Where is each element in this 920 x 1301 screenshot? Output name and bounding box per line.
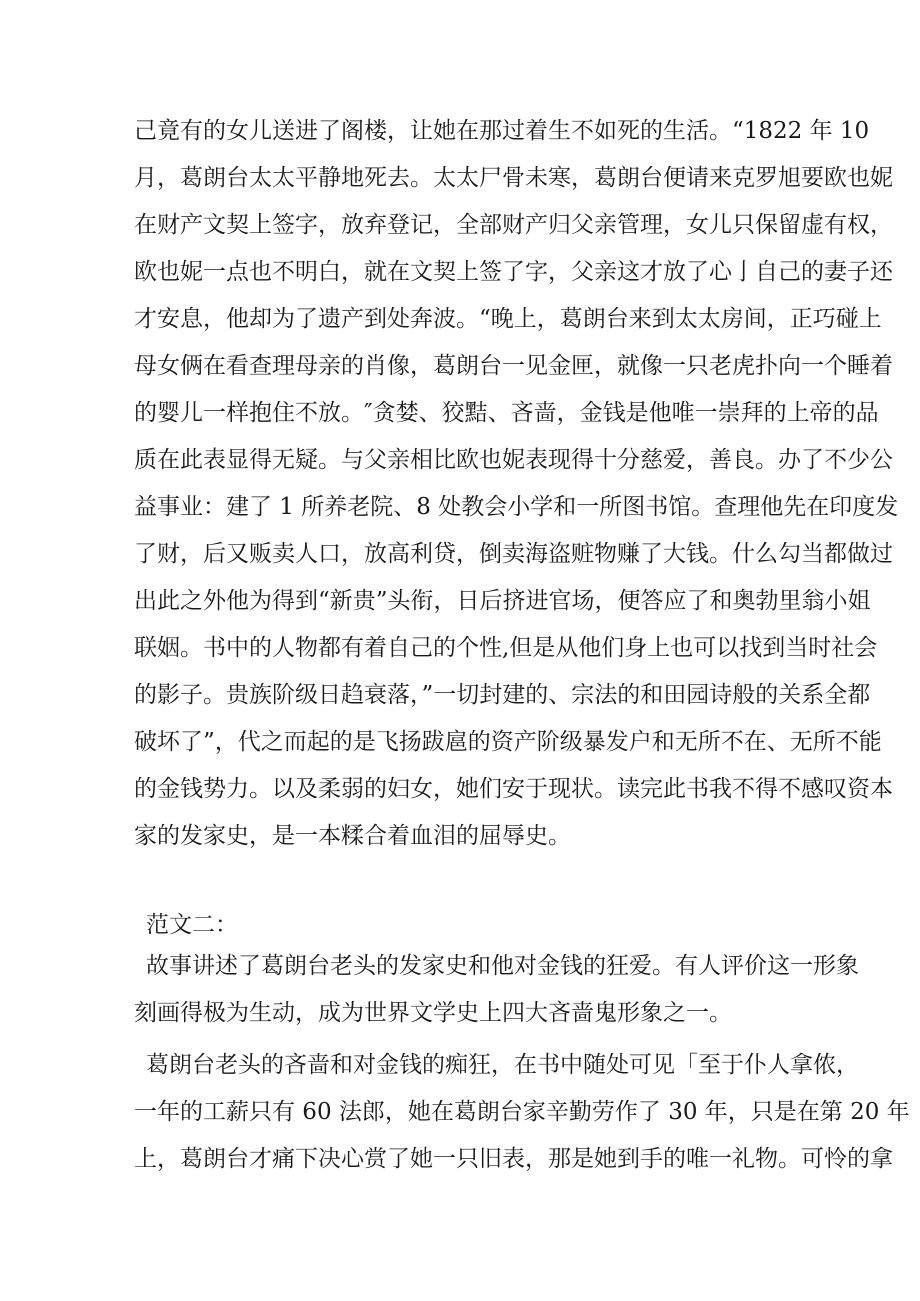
text-line: 益事业：建了 1 所养老院、8 处教会小学和一所图书馆。查理他先在印度发 [134,494,899,520]
text-line: 破坏了”，代之而起的是飞扬跋扈的资产阶级暴发户和无所不在、无所不能 [134,729,882,755]
text-line: 故事讲述了葛朗台老头的发家史和他对金钱的狂爱。有人评价这一形象 [146,953,859,979]
text-line: 质在此表显得无疑。与父亲相比欧也妮表现得十分慈爱，善良。办了不少公 [134,447,893,473]
paragraph-1 [134,108,899,860]
paragraph-3 [134,1042,910,1183]
text-line: 家的发家史，是一本糅合着血泪的屈辱史。 [134,823,571,849]
text-line: 的婴儿一样抱住不放。″贪婪、狡黠、吝啬，金钱是他唯一崇拜的上帝的品 [134,400,879,426]
text-line: 刻画得极为生动，成为世界文学史上四大吝啬鬼形象之一。 [134,1000,732,1026]
text-line: 的影子。贵族阶级日趋衰落，”一切封建的、宗法的和田园诗般的关系全都 [134,682,871,708]
text-line: 一年的工薪只有 60 法郎，她在葛朗台家辛勤劳作了 30 年，只是在第 20 年 [134,1099,910,1125]
text-line: 了财，后又贩卖人口，放高利贷，倒卖海盗赃物赚了大钱。什么勾当都做过 [134,541,893,567]
section-heading [134,902,804,949]
paragraph-2 [134,943,859,1037]
text-line: 出此之外他为得到“新贵”头衔，日后挤进官场，便答应了和奥勃里翁小姐 [134,588,871,614]
text-line: 己竟有的女儿送进了阁楼，让她在那过着生不如死的生活。“1822 年 10 [134,118,870,144]
text-line: 葛朗台老头的吝啬和对金钱的痴狂，在书中随处可见「至于仆人拿侬， [146,1052,859,1078]
text-line: 的金钱势力。以及柔弱的妇女，她们安于现状。读完此书我不得不感叹资本 [134,776,893,802]
text-line: 在财产文契上签字，放弃登记，全部财产归父亲管理，女儿只保留虚有权， [134,212,893,238]
heading-text: 范文二： [146,912,238,938]
text-line: 联姻。书中的人物都有着自己的个性,但是从他们身上也可以找到当时社会 [134,635,878,661]
text-line: 欧也妮一点也不明白，就在文契上签了字，父亲这才放了心亅自己的妻子还 [134,259,893,285]
text-line: 月，葛朗台太太平静地死去。太太尸骨未寒，葛朗台便请来克罗旭要欧也妮 [134,165,893,191]
text-line: 母女俩在看查理母亲的肖像，葛朗台一见金匣，就像一只老虎扑向一个睡着 [134,353,893,379]
text-line: 才安息，他却为了遗产到处奔波。“晚上，葛朗台来到太太房间，正巧碰上 [134,306,882,332]
text-line: 上，葛朗台才痛下决心赏了她一只旧表，那是她到手的唯一礼物。可怜的拿 [134,1146,893,1172]
